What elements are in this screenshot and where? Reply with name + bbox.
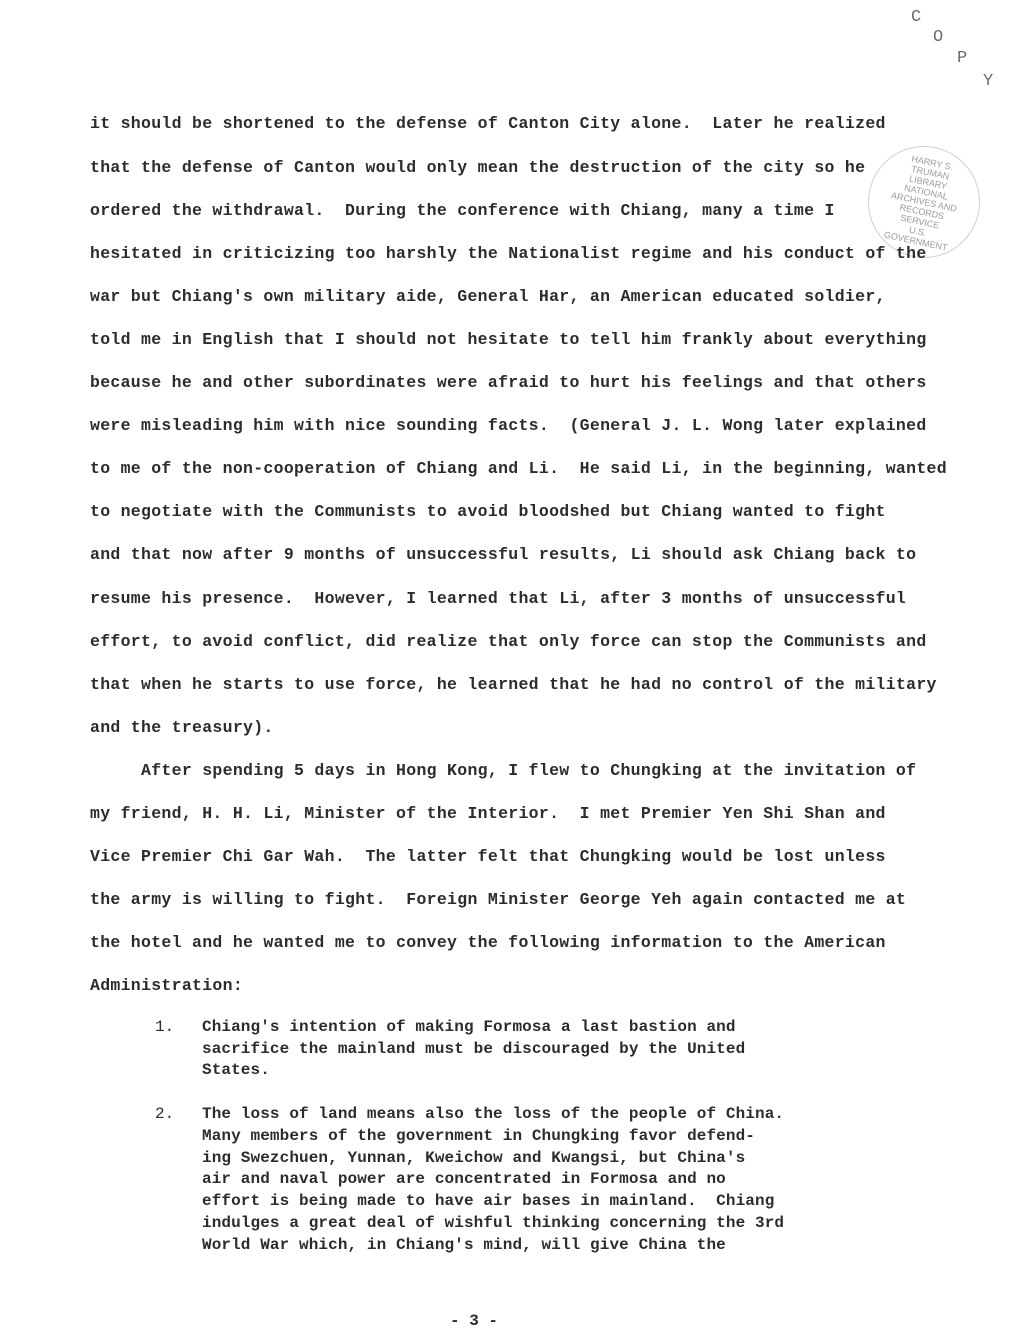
text-line: to me of the non-cooperation of Chiang and Li. He said Li, in the beginning, wanted <box>90 459 947 478</box>
text-line: Administration: <box>90 976 244 995</box>
text-line: and the treasury). <box>90 718 274 737</box>
list-line: States. <box>202 1061 270 1079</box>
text-line: told me in English that I should not hesitate to tell him frankly about everything <box>90 330 927 349</box>
list-line: World War which, in Chiang's mind, will give China the <box>202 1236 726 1254</box>
text-line: that when he starts to use force, he learned that he had no control of the military <box>90 675 937 694</box>
text-line: my friend, H. H. Li, Minister of the Interior. I met Premier Yen Shi Shan and <box>90 804 886 823</box>
text-line: the army is willing to fight. Foreign Minister George Yeh again contacted me at <box>90 890 907 909</box>
text-line: it should be shortened to the defense of Canton City alone. Later he realized <box>90 114 886 133</box>
text-line: ordered the withdrawal. During the conference with Chiang, many a time I <box>90 201 835 220</box>
list-line: indulges a great deal of wishful thinking concerning the 3rd <box>202 1214 785 1232</box>
list-line: Chiang's intention of making Formosa a last bastion and <box>202 1018 736 1036</box>
text-line: because he and other subordinates were afraid to hurt his feelings and that others <box>90 373 927 392</box>
list-line: effort is being made to have air bases in mainland. Chiang <box>202 1192 775 1210</box>
list-line: Many members of the government in Chungking favor defend- <box>202 1127 755 1145</box>
copy-mark-y: Y <box>983 72 994 91</box>
copy-mark-o: O <box>933 28 944 47</box>
text-line: effort, to avoid conflict, did realize that only force can stop the Communists and <box>90 632 927 651</box>
copy-mark-p: P <box>957 49 968 68</box>
text-line: hesitated in criticizing too harshly the Nationalist regime and his conduct of the <box>90 244 927 263</box>
text-line: resume his presence. However, I learned that Li, after 3 months of unsuccessful <box>90 589 907 608</box>
list-line: The loss of land means also the loss of the people of China. <box>202 1105 785 1123</box>
text-line: the hotel and he wanted me to convey the following information to the American <box>90 933 886 952</box>
archive-stamp-text: HARRY S. TRUMAN LIBRARY NATIONAL ARCHIVES AND RECORDS SERVICE U.S. GOVERNMENT <box>883 153 958 253</box>
list-number: 1. <box>155 1018 175 1036</box>
text-line: war but Chiang's own military aide, General Har, an American educated soldier, <box>90 287 886 306</box>
copy-mark-c: C <box>911 8 922 27</box>
text-line: that the defense of Canton would only mean the destruction of the city so he <box>90 158 866 177</box>
list-line: air and naval power are concentrated in Formosa and no <box>202 1170 726 1188</box>
page-number: - 3 - <box>450 1312 499 1330</box>
text-line: After spending 5 days in Hong Kong, I flew to Chungking at the invitation of <box>90 761 917 780</box>
text-line: were misleading him with nice sounding facts. (General J. L. Wong later explained <box>90 416 927 435</box>
text-line: and that now after 9 months of unsuccessful results, Li should ask Chiang back to <box>90 545 917 564</box>
list-line: ing Swezchuen, Yunnan, Kweichow and Kwangsi, but China's <box>202 1149 746 1167</box>
text-line: Vice Premier Chi Gar Wah. The latter felt that Chungking would be lost unless <box>90 847 886 866</box>
text-line: to negotiate with the Communists to avoid bloodshed but Chiang wanted to fight <box>90 502 886 521</box>
list-number: 2. <box>155 1105 175 1123</box>
list-line: sacrifice the mainland must be discouraged by the United <box>202 1040 746 1058</box>
